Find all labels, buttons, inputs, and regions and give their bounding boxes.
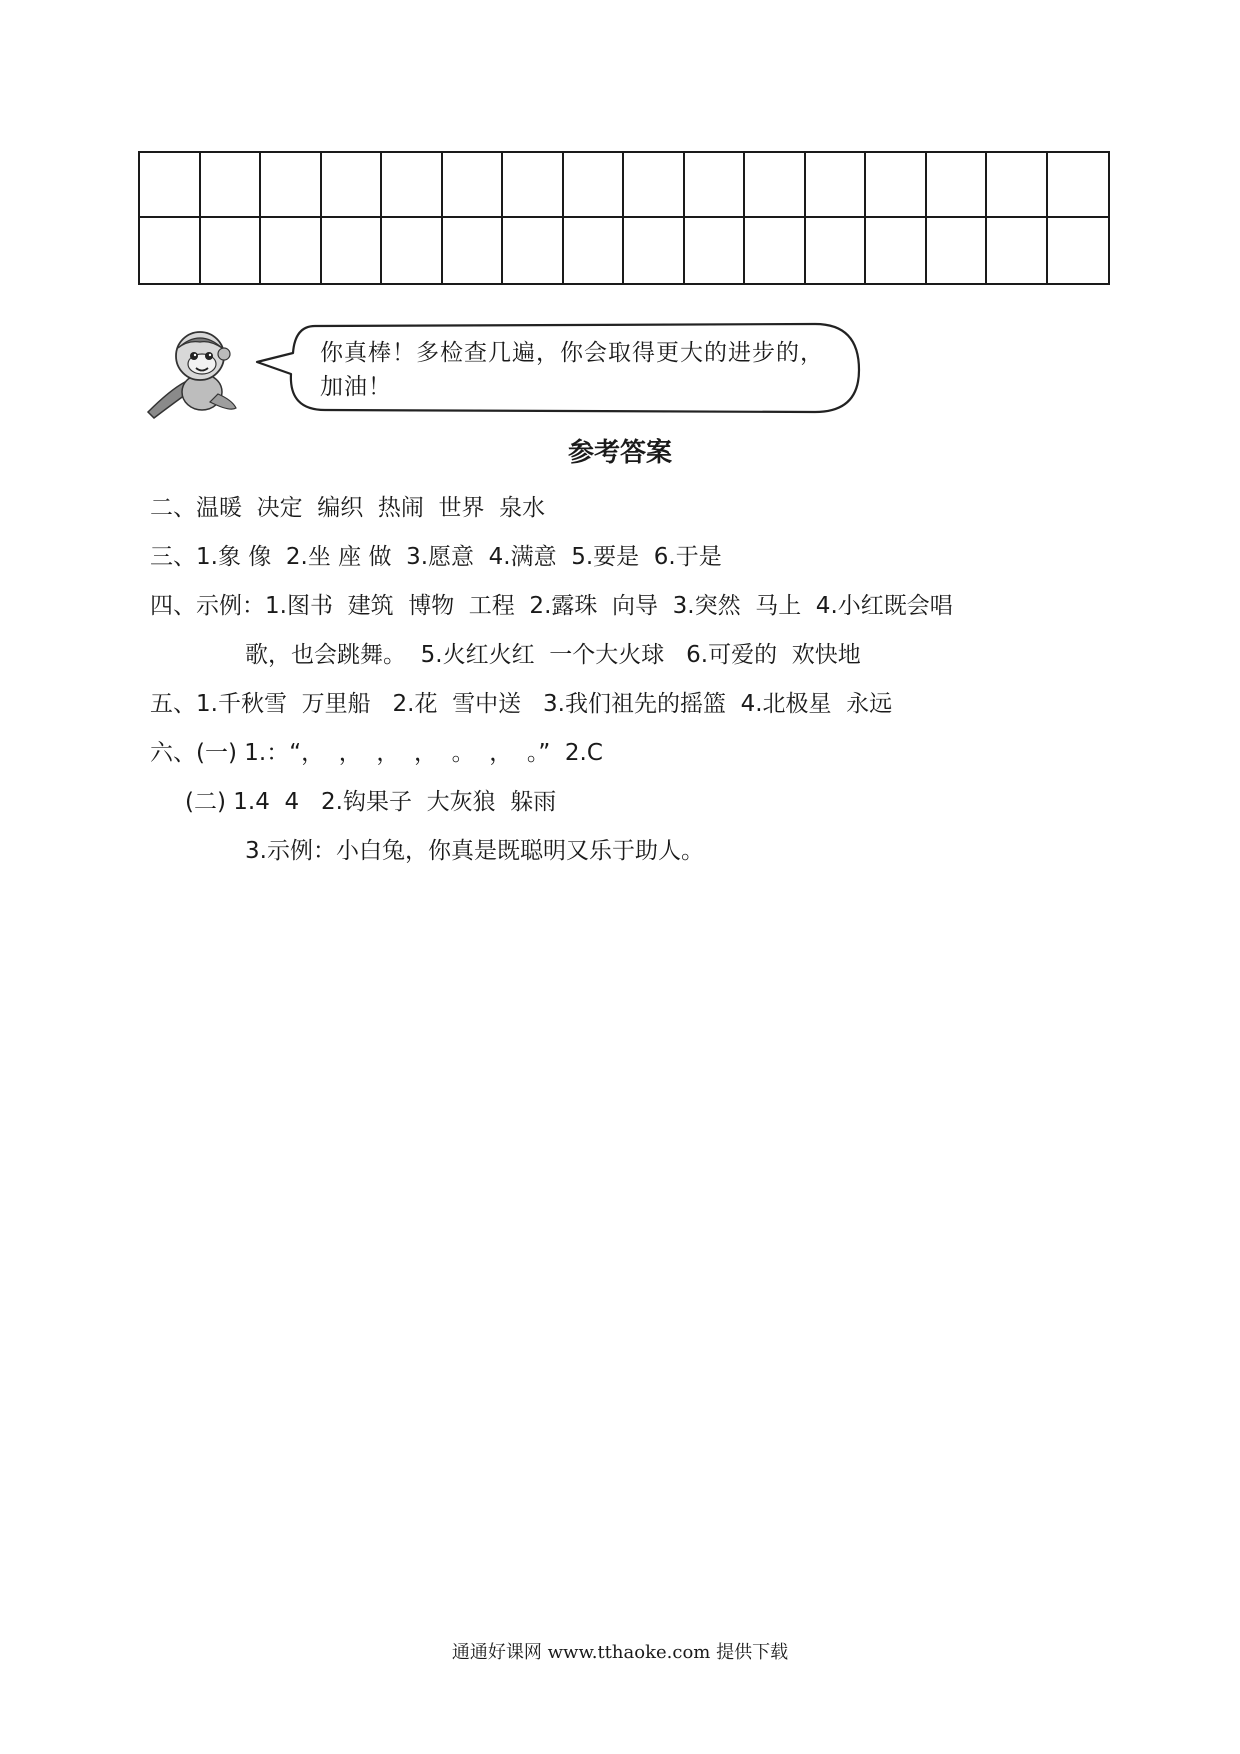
page-title: 参考答案 <box>567 438 672 468</box>
grid-cell <box>987 153 1048 218</box>
answer-line-6-2-cont: 3.示例：小白兔，你真是既聪明又乐于助人。 <box>245 838 704 864</box>
encouragement-line-1: 你真棒！多检查几遍，你会取得更大的进步的， <box>320 340 824 366</box>
grid-cell <box>927 218 988 283</box>
answer-line-6-1: 六、(一) 1.：“， ， ， ， 。 ， 。” 2.C <box>150 740 603 766</box>
grid-cell <box>866 153 927 218</box>
grid-cell <box>503 218 564 283</box>
grid-cell <box>806 153 867 218</box>
answer-list <box>150 484 1110 876</box>
grid-cell <box>866 218 927 283</box>
grid-cell <box>261 218 322 283</box>
grid-cell <box>201 218 262 283</box>
grid-cell <box>1048 218 1109 283</box>
grid-cell <box>382 153 443 218</box>
grid-cell <box>927 153 988 218</box>
answer-line-4-cont: 歌，也会跳舞。 5.火红火红 一个大火球 6.可爱的 欢快地 <box>245 642 861 668</box>
grid-cell <box>685 218 746 283</box>
writing-grid <box>138 151 1110 285</box>
grid-cell <box>322 153 383 218</box>
answer-line-4: 四、示例：1.图书 建筑 博物 工程 2.露珠 向导 3.突然 马上 4.小红既会唱 <box>150 593 953 619</box>
grid-cell <box>1048 153 1109 218</box>
grid-cell <box>382 218 443 283</box>
grid-cell <box>987 218 1048 283</box>
footer-source: 通通好课网 www.tthaoke.com 提供下载 <box>451 1642 789 1663</box>
grid-cell <box>140 153 201 218</box>
grid-cell <box>745 218 806 283</box>
grid-cell <box>806 218 867 283</box>
grid-cell <box>322 218 383 283</box>
grid-cell <box>745 153 806 218</box>
grid-cell <box>624 218 685 283</box>
grid-cell <box>261 153 322 218</box>
encouragement-text <box>320 336 860 404</box>
encouragement-line-2: 加油！ <box>320 374 392 400</box>
monkey-mascot-icon <box>140 320 250 420</box>
grid-cell <box>503 153 564 218</box>
grid-cell <box>443 218 504 283</box>
answer-line-5: 五、1.千秋雪 万里船 2.花 雪中送 3.我们祖先的摇篮 4.北极星 永远 <box>150 691 893 717</box>
answer-line-6-2: (二) 1.4 4 2.钩果子 大灰狼 躲雨 <box>185 789 557 815</box>
answer-line-3: 三、1.象 像 2.坐 座 做 3.愿意 4.满意 5.要是 6.于是 <box>150 544 722 570</box>
grid-cell <box>624 153 685 218</box>
answer-line-2: 二、温暖 决定 编织 热闹 世界 泉水 <box>150 495 546 521</box>
grid-cell <box>564 218 625 283</box>
grid-cell <box>140 218 201 283</box>
grid-cell <box>443 153 504 218</box>
grid-cell <box>564 153 625 218</box>
grid-cell <box>201 153 262 218</box>
grid-cell <box>685 153 746 218</box>
